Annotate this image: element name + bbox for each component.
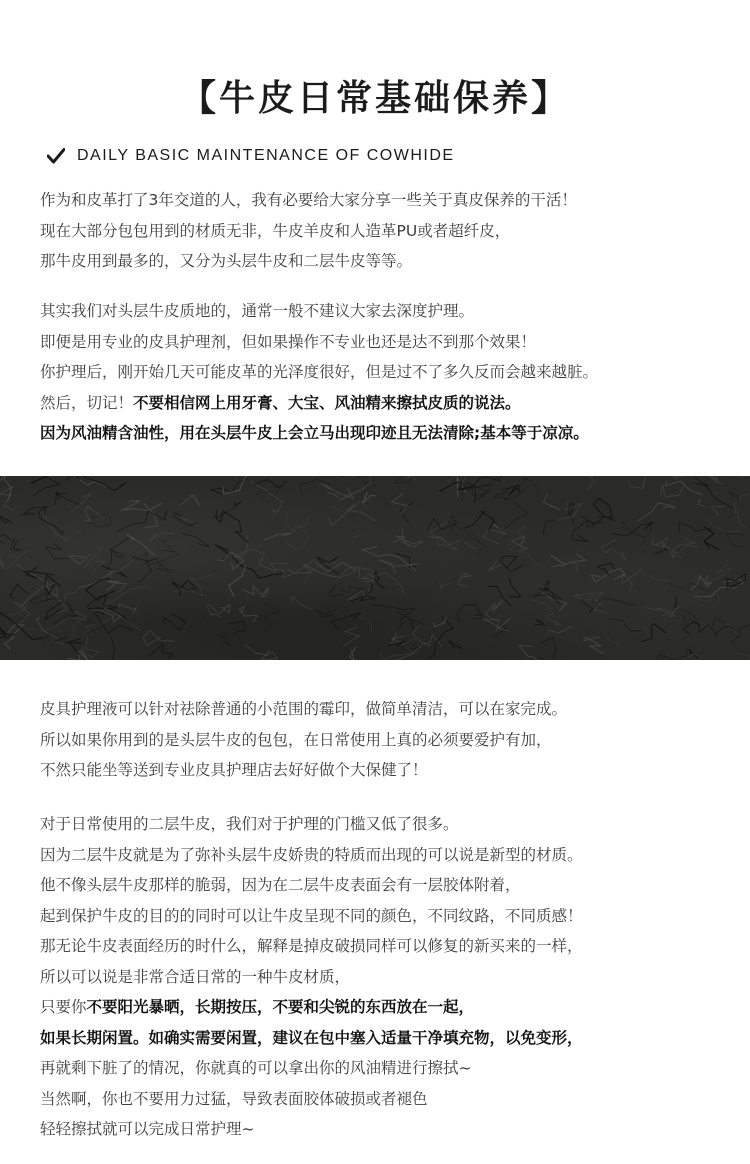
text-line-content: 如果长期闲置。如确实需要闲置，建议在包中塞入适量干净填充物，以免变形， (40, 1028, 583, 1047)
leather-crack (257, 485, 278, 504)
leather-crack (132, 557, 158, 582)
leather-crack (274, 559, 315, 578)
leather-crack (512, 536, 527, 550)
leather-crack (610, 619, 642, 631)
leather-crack (465, 512, 494, 531)
text-line-content: 作为和皮革打了3年交道的人，我有必要给大家分享一些关于真皮保养的干活！ (40, 191, 577, 209)
leather-crack (581, 516, 603, 528)
leather-crack (31, 476, 60, 496)
text-line (40, 418, 740, 449)
text-line (40, 185, 740, 216)
leather-crack (10, 584, 27, 599)
leather-crack (0, 622, 12, 641)
leather-crack (704, 526, 720, 550)
leather-crack (362, 547, 415, 571)
text-line-content: 现在大部分包包用到的材质无非，牛皮羊皮和人造革PU或者超纤皮， (40, 221, 511, 240)
leather-crack (734, 492, 750, 528)
leather-crack (429, 617, 454, 659)
leather-crack (127, 534, 156, 556)
leather-crack (253, 480, 286, 488)
leather-crack (230, 621, 245, 632)
leather-crack (74, 476, 126, 491)
leather-crack (477, 477, 500, 500)
leather-crack (39, 507, 64, 534)
leather-crack (711, 506, 728, 515)
leather-crack (694, 578, 743, 596)
leather-crack (8, 602, 30, 625)
leather-crack (448, 521, 481, 545)
leather-crack (121, 501, 163, 511)
text-line (40, 216, 740, 247)
leather-crack (593, 600, 606, 613)
leather-crack (461, 535, 485, 554)
leather-crack (438, 580, 451, 589)
text-line (40, 992, 740, 1023)
text-line (40, 1053, 740, 1084)
leather-crack (728, 476, 748, 478)
leather-crack (51, 611, 88, 644)
leather-crack (540, 637, 556, 660)
leather-texture-image (0, 476, 750, 660)
leather-crack (642, 624, 667, 642)
leather-crack (652, 538, 697, 557)
check-icon (47, 148, 65, 164)
leather-crack (149, 533, 175, 542)
leather-crack (207, 604, 231, 614)
text-line-content: 因为二层牛皮就是为了弥补头层牛皮娇贵的特质而出现的可以说是新型的材质。 (40, 845, 583, 864)
leather-crack (215, 545, 230, 562)
leather-crack (359, 616, 371, 634)
leather-crack (612, 522, 654, 535)
leather-crack (64, 529, 81, 540)
leather-crack (349, 646, 356, 660)
page-title: 【牛皮日常基础保养】 (179, 78, 570, 119)
leather-crack (392, 493, 408, 514)
leather-crack (458, 572, 471, 587)
text-line (40, 755, 740, 786)
leather-crack (45, 601, 73, 620)
leather-crack (583, 629, 621, 646)
leather-crack (449, 640, 462, 649)
leather-crack (101, 638, 114, 660)
leather-crack (737, 653, 750, 660)
text-line (40, 296, 740, 327)
leather-crack (245, 645, 278, 661)
leather-crack (500, 556, 523, 572)
leather-crack (629, 477, 645, 489)
leather-crack (459, 476, 501, 490)
leather-crack (119, 604, 137, 614)
text-line-content: 你护理后，刚开始几天可能皮革的光泽度很好，但是过不了多久反而会越来越脏。 (40, 363, 599, 381)
text-line-content: 再就剩下脏了的情况，你就真的可以拿出你的风油精进行擦拭~ (40, 1059, 472, 1077)
leather-crack (324, 476, 344, 477)
leather-crack (548, 626, 573, 633)
leather-crack (591, 569, 625, 583)
leather-crack (655, 649, 687, 660)
leather-crack (10, 538, 22, 551)
leather-crack (727, 533, 745, 546)
leather-crack (242, 586, 268, 596)
leather-crack (412, 626, 442, 647)
paragraph-split-leather (40, 809, 740, 1145)
leather-crack (181, 517, 201, 526)
leather-crack (534, 619, 545, 626)
leather-crack (698, 500, 705, 507)
text-line-content: 不然只能坐等送到专业皮具护理店去好好做个大保健了！ (40, 761, 428, 779)
leather-crack (475, 618, 507, 636)
leather-crack (340, 566, 359, 576)
leather-crack (71, 494, 92, 513)
paragraph-care-liquid (40, 694, 740, 786)
leather-crack (223, 476, 247, 494)
leather-crack (407, 476, 431, 480)
leather-crack (86, 596, 118, 609)
leather-crack (30, 593, 58, 604)
leather-crack (597, 598, 635, 606)
leather-crack (239, 607, 257, 622)
leather-crack (519, 646, 540, 660)
leather-crack (621, 522, 646, 546)
leather-crack (502, 485, 519, 496)
text-line (40, 1023, 740, 1054)
leather-crack (593, 499, 615, 521)
leather-crack (674, 596, 677, 608)
leather-crack (84, 547, 105, 571)
text-line-content: 皮具护理液可以针对祛除普通的小范围的霉印，做简单清洁，可以在家完成。 (40, 700, 568, 718)
text-line-content: 所以如果你用到的是头层牛皮的包包，在日常使用上真的必须要爱护有加， (40, 730, 552, 749)
leather-crack (622, 569, 643, 592)
text-line (40, 1114, 740, 1145)
leather-crack (729, 490, 739, 502)
leather-crack (584, 637, 604, 654)
leather-crack (533, 589, 561, 604)
leather-crack (533, 600, 554, 615)
leather-crack (0, 513, 13, 524)
leather-crack (572, 520, 588, 542)
leather-crack (568, 503, 574, 523)
leather-crack (159, 540, 176, 552)
leather-crack (70, 555, 90, 565)
leather-crack (172, 580, 196, 596)
text-line (40, 870, 740, 901)
leather-crack (329, 585, 344, 597)
leather-crack (0, 486, 14, 510)
leather-crack (692, 594, 719, 605)
text-line (40, 725, 740, 756)
leather-crack (149, 644, 173, 658)
leather-crack (353, 533, 363, 537)
leather-crack (84, 506, 102, 521)
leather-crack (551, 554, 586, 567)
leather-crack (587, 477, 596, 492)
text-line (40, 694, 740, 725)
leather-crack (462, 482, 490, 503)
leather-crack (731, 614, 750, 643)
leather-crack (545, 617, 560, 626)
text-line (40, 246, 740, 277)
leather-crack (508, 579, 520, 597)
leather-crack (651, 574, 671, 581)
leather-crack (483, 523, 506, 544)
leather-crack (488, 562, 502, 572)
leather-crack (544, 520, 555, 535)
leather-crack (110, 560, 134, 592)
paragraph-intro (40, 185, 740, 277)
leather-crack (544, 493, 561, 509)
leather-crack (232, 557, 283, 578)
text-line (40, 931, 740, 962)
text-line-emphasis: 不要阳光暴晒，长期按压，不要和尖锐的东西放在一起， (86, 998, 475, 1016)
leather-crack (300, 479, 332, 496)
leather-crack (272, 503, 282, 515)
leather-crack (83, 637, 100, 657)
leather-crack (695, 478, 734, 508)
leather-crack (0, 534, 19, 548)
text-line-content: 因为风油精含油性，用在头层牛皮上会立马出现印迹且无法清除;基本等于凉凉。 (40, 424, 589, 442)
text-line-content: 对于日常使用的二层牛皮，我们对于护理的门槛又低了很多。 (40, 815, 459, 833)
leather-crack (597, 563, 614, 576)
leather-crack (373, 605, 415, 629)
leather-crack (580, 600, 593, 614)
leather-crack (364, 482, 390, 507)
leather-crack (427, 537, 445, 546)
leather-crack (164, 613, 186, 630)
leather-crack (331, 612, 361, 630)
leather-crack (661, 485, 684, 497)
text-line (40, 901, 740, 932)
leather-crack (234, 536, 266, 558)
leather-crack (218, 552, 243, 570)
leather-crack (292, 597, 312, 610)
leather-crack (427, 515, 457, 530)
leather-crack (182, 534, 209, 547)
leather-crack (703, 476, 728, 484)
leather-crack (179, 494, 200, 506)
leather-crack (263, 603, 280, 628)
text-line (40, 840, 740, 871)
text-line (40, 388, 740, 419)
leather-crack (6, 550, 30, 570)
leather-crack (664, 476, 684, 479)
leather-crack (346, 476, 371, 486)
leather-crack (523, 479, 541, 492)
text-line-content: 只要你 (40, 998, 87, 1016)
text-line-content: 起到保护牛皮的目的的同时可以让牛皮呈现不同的颜色，不同纹路，不同质感！ (40, 906, 583, 925)
leather-crack (229, 565, 246, 597)
leather-crack (86, 614, 142, 636)
leather-crack (107, 550, 125, 570)
leather-crack (367, 572, 403, 594)
leather-crack (117, 510, 166, 531)
leather-crack (264, 533, 292, 540)
text-line-content: 那牛皮用到最多的，又分为头层牛皮和二层牛皮等等。 (40, 252, 413, 270)
text-line-content: 即便是用专业的皮具护理剂，但如果操作不专业也还是达不到那个效果！ (40, 332, 537, 351)
leather-crack (668, 582, 709, 591)
text-line-content: 然后，切记！ (40, 393, 134, 412)
leather-crack (44, 575, 60, 594)
leather-crack (351, 476, 365, 478)
leather-crack (110, 537, 130, 556)
leather-crack (510, 525, 546, 568)
leather-crack (95, 613, 134, 633)
leather-crack (143, 631, 175, 646)
text-line-content: 他不像头层牛皮那样的脆弱，因为在二层牛皮表面会有一层胶体附着， (40, 876, 521, 894)
leather-crack (67, 650, 89, 661)
leather-crack (105, 586, 147, 605)
leather-crack (636, 503, 675, 522)
section-subtitle (47, 147, 455, 165)
leather-crack (671, 537, 696, 553)
text-line (40, 809, 740, 840)
text-line-content: 那无论牛皮表面经历的时什么，解释是掉皮破损同样可以修复的新买来的一样， (40, 937, 583, 955)
leather-crack (325, 602, 358, 620)
leather-crack (343, 627, 359, 646)
leather-crack (46, 544, 69, 559)
leather-crack (286, 524, 311, 551)
leather-crack (64, 476, 74, 483)
text-line (40, 327, 740, 358)
leather-crack (219, 637, 231, 647)
subtitle-text: DAILY BASIC MAINTENANCE OF COWHIDE (77, 147, 455, 164)
leather-crack (328, 504, 376, 525)
leather-crack (187, 610, 211, 630)
text-line (40, 1084, 740, 1115)
text-line (40, 357, 740, 388)
leather-crack (396, 642, 429, 660)
leather-crack (233, 476, 260, 480)
text-line-content: 其实我们对头层牛皮质地的，通常一般不建议大家去深度护理。 (40, 302, 475, 320)
text-line-content: 所以可以说是非常合适日常的一种牛皮材质， (40, 967, 351, 986)
text-line-content: 当然啊，你也不要用力过猛，导致表面胶体破损或者褪色 (40, 1089, 428, 1108)
leather-crack (655, 538, 682, 559)
leather-crack (601, 539, 626, 560)
leather-crack (557, 501, 581, 520)
leather-crack (91, 608, 122, 622)
leather-crack (0, 552, 5, 569)
leather-crack (157, 553, 180, 572)
leather-crack (40, 617, 86, 631)
text-line-content: 轻轻擦拭就可以完成日常护理~ (40, 1120, 255, 1138)
text-line (40, 962, 740, 993)
leather-crack (55, 493, 81, 505)
paragraph-warning (40, 296, 740, 449)
leather-crack (711, 618, 735, 637)
leather-crack (286, 513, 310, 532)
leather-crack (540, 592, 567, 612)
text-line-emphasis: 不要相信网上用牙膏、大宝、风油精来擦拭皮质的说法。 (133, 393, 521, 412)
